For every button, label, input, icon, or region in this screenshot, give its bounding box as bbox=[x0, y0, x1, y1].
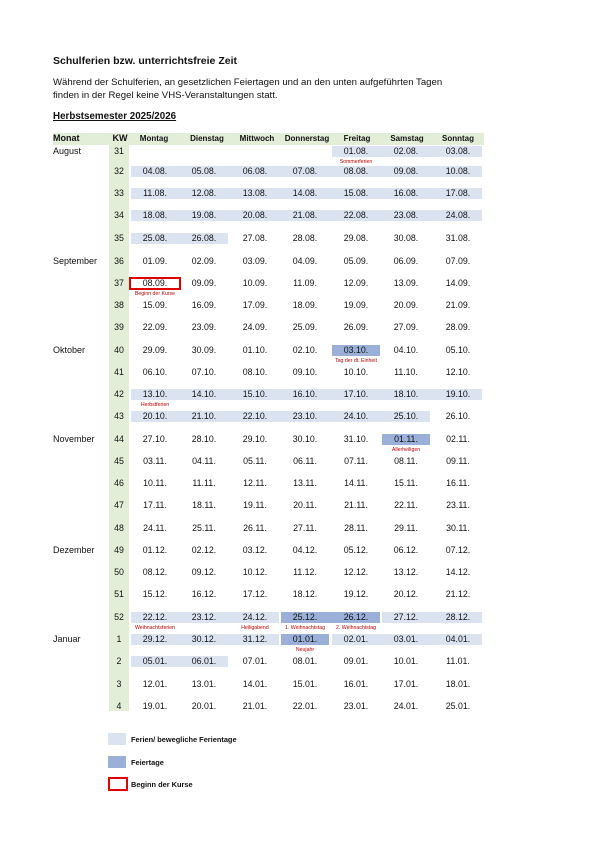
date-cell: 22.10. bbox=[242, 411, 268, 421]
date-cell: 02.12. bbox=[191, 545, 217, 555]
date-cell: 17.10. bbox=[343, 389, 369, 399]
kw-number: 36 bbox=[114, 256, 124, 266]
date-cell: 07.08. bbox=[292, 166, 318, 176]
date-cell: 24.09. bbox=[242, 322, 268, 332]
date-cell: 23.09. bbox=[191, 322, 217, 332]
date-cell: 26.08. bbox=[191, 233, 217, 243]
date-cell: 09.12. bbox=[191, 567, 217, 577]
day-annotation: Sommerferien bbox=[339, 159, 373, 165]
day-annotation: Neujahr bbox=[295, 647, 315, 653]
header-day: Mittwoch bbox=[239, 134, 275, 143]
date-cell: 21.11. bbox=[344, 500, 368, 510]
date-cell: 16.01. bbox=[343, 679, 369, 689]
course-start-date: 08.09. bbox=[130, 278, 180, 289]
date-cell: 12.01. bbox=[142, 679, 168, 689]
date-cell: 31.12. bbox=[242, 634, 268, 644]
date-cell: 14.12. bbox=[445, 567, 471, 577]
date-cell: 19.09. bbox=[343, 300, 369, 310]
date-cell: 15.11. bbox=[394, 478, 418, 488]
kw-number: 44 bbox=[114, 434, 124, 444]
date-cell: 02.11. bbox=[446, 434, 470, 444]
day-annotation: Heiligabend bbox=[241, 625, 269, 631]
date-cell: 05.12. bbox=[343, 545, 369, 555]
kw-number: 3 bbox=[116, 679, 122, 689]
date-cell: 21.01. bbox=[242, 701, 268, 711]
kw-number: 40 bbox=[114, 345, 124, 355]
date-cell: 29.10. bbox=[242, 434, 268, 444]
date-cell: 08.12. bbox=[142, 567, 168, 577]
date-cell: 12.10. bbox=[445, 367, 471, 377]
date-cell: 02.01. bbox=[343, 634, 369, 644]
date-cell: 14.01. bbox=[242, 679, 268, 689]
date-cell: 14.09. bbox=[445, 278, 471, 288]
date-cell: 10.10. bbox=[343, 367, 369, 377]
date-cell: 13.01. bbox=[191, 679, 217, 689]
kw-number: 33 bbox=[114, 188, 124, 198]
day-annotation: 2. Weihnachtstag bbox=[336, 625, 376, 631]
header-day: Sonntag bbox=[442, 134, 474, 143]
kw-number: 47 bbox=[114, 500, 124, 510]
date-cell: 01.08. bbox=[343, 146, 369, 156]
date-cell: 20.11. bbox=[293, 500, 317, 510]
date-cell: 28.09. bbox=[445, 322, 471, 332]
month-label: Januar bbox=[53, 634, 81, 644]
date-cell: 30.11. bbox=[446, 523, 470, 533]
date-cell: 01.09. bbox=[142, 256, 168, 266]
date-cell: 13.09. bbox=[393, 278, 419, 288]
page-title: Schulferien bzw. unterrichtsfreie Zeit bbox=[53, 55, 237, 67]
date-cell: 26.12. bbox=[343, 612, 369, 622]
date-cell: 15.01. bbox=[292, 679, 318, 689]
date-cell: 25.12. bbox=[292, 612, 318, 622]
date-cell: 24.01. bbox=[393, 701, 419, 711]
legend-swatch-ferien bbox=[108, 733, 126, 745]
date-cell: 03.12. bbox=[242, 545, 268, 555]
date-cell: 17.08. bbox=[445, 188, 471, 198]
date-cell: 10.01. bbox=[393, 656, 419, 666]
kw-number: 41 bbox=[114, 367, 124, 377]
date-cell: 27.10. bbox=[142, 434, 168, 444]
date-cell: 09.10. bbox=[292, 367, 318, 377]
legend-label: Feiertage bbox=[131, 758, 164, 767]
kw-number: 42 bbox=[114, 389, 124, 399]
date-cell: 29.09. bbox=[142, 345, 168, 355]
date-cell: 12.08. bbox=[191, 188, 217, 198]
date-cell: 08.08. bbox=[343, 166, 369, 176]
date-cell: 15.09. bbox=[142, 300, 168, 310]
date-cell: 02.08. bbox=[393, 146, 419, 156]
date-cell: 09.09. bbox=[191, 278, 217, 288]
date-cell: 07.10. bbox=[191, 367, 217, 377]
date-cell: 03.09. bbox=[242, 256, 268, 266]
date-cell: 08.01. bbox=[292, 656, 318, 666]
day-annotation: Herbstferien bbox=[140, 402, 170, 408]
date-cell: 17.12. bbox=[242, 589, 268, 599]
date-cell: 22.11. bbox=[394, 500, 418, 510]
date-cell: 04.12. bbox=[292, 545, 318, 555]
kw-number: 52 bbox=[114, 612, 124, 622]
date-cell: 28.11. bbox=[344, 523, 368, 533]
date-cell: 17.11. bbox=[143, 500, 167, 510]
date-cell: 21.12. bbox=[445, 589, 471, 599]
date-cell: 30.10. bbox=[292, 434, 318, 444]
date-cell: 20.01. bbox=[191, 701, 217, 711]
date-cell: 22.01. bbox=[292, 701, 318, 711]
kw-number: 31 bbox=[114, 146, 124, 156]
intro-line: finden in der Regel keine VHS-Veranstaltungen statt. bbox=[53, 90, 278, 101]
header-kw: KW bbox=[112, 133, 128, 143]
date-cell: 08.10. bbox=[242, 367, 268, 377]
date-cell: 11.08. bbox=[143, 188, 167, 198]
semester-heading: Herbstsemester 2025/2026 bbox=[53, 111, 177, 122]
date-cell: 28.08. bbox=[292, 233, 318, 243]
date-cell: 13.10. bbox=[142, 389, 168, 399]
date-cell: 28.12. bbox=[445, 612, 471, 622]
kw-number: 50 bbox=[114, 567, 124, 577]
legend-label: Ferien/ bewegliche Ferientage bbox=[131, 735, 237, 744]
date-cell: 08.11. bbox=[394, 456, 418, 466]
date-cell: 10.11. bbox=[143, 478, 167, 488]
date-cell: 30.09. bbox=[191, 345, 217, 355]
date-cell: 04.10. bbox=[393, 345, 419, 355]
date-cell: 16.08. bbox=[393, 188, 419, 198]
legend-swatch-kursbeginn bbox=[108, 777, 128, 791]
legend-label: Beginn der Kurse bbox=[131, 780, 193, 789]
date-cell: 12.09. bbox=[343, 278, 369, 288]
header-day: Dienstag bbox=[190, 134, 224, 143]
date-cell: 29.12. bbox=[142, 634, 168, 644]
header-day: Freitag bbox=[343, 134, 371, 143]
kw-number: 51 bbox=[114, 589, 124, 599]
date-cell: 21.10. bbox=[191, 411, 217, 421]
month-label: November bbox=[53, 434, 95, 444]
date-cell: 16.10. bbox=[292, 389, 318, 399]
date-cell: 09.08. bbox=[393, 166, 419, 176]
date-cell: 11.09. bbox=[293, 278, 317, 288]
header-day: Samstag bbox=[390, 134, 424, 143]
date-cell: 05.10. bbox=[445, 345, 471, 355]
date-cell: 06.01. bbox=[191, 656, 217, 666]
date-cell: 13.11. bbox=[293, 478, 317, 488]
date-cell: 17.09. bbox=[242, 300, 268, 310]
header-day: Montag bbox=[139, 134, 169, 143]
date-cell: 18.01. bbox=[445, 679, 471, 689]
date-cell: 31.10. bbox=[343, 434, 369, 444]
date-cell: 11.11. bbox=[192, 478, 216, 488]
date-cell: 09.11. bbox=[446, 456, 470, 466]
date-cell: 14.11. bbox=[344, 478, 368, 488]
date-cell: 20.09. bbox=[393, 300, 419, 310]
kw-number: 49 bbox=[114, 545, 124, 555]
kw-number: 46 bbox=[114, 478, 124, 488]
date-cell: 11.10. bbox=[394, 367, 418, 377]
date-cell: 04.09. bbox=[292, 256, 318, 266]
date-cell: 18.10. bbox=[393, 389, 419, 399]
date-cell: 23.01. bbox=[343, 701, 369, 711]
date-cell: 06.12. bbox=[393, 545, 419, 555]
intro-text bbox=[53, 76, 493, 102]
day-annotation: Tag der dt. Einheit bbox=[335, 358, 377, 364]
date-cell: 23.10. bbox=[292, 411, 318, 421]
kw-number: 32 bbox=[114, 166, 124, 176]
date-cell: 28.10. bbox=[191, 434, 217, 444]
date-cell: 04.11. bbox=[192, 456, 216, 466]
date-cell: 21.08. bbox=[292, 210, 318, 220]
date-cell: 06.10. bbox=[142, 367, 168, 377]
date-cell: 25.10. bbox=[393, 411, 419, 421]
date-cell: 10.09. bbox=[242, 278, 268, 288]
date-cell: 07.01. bbox=[242, 656, 268, 666]
date-cell: 03.11. bbox=[143, 456, 167, 466]
date-cell: 24.08. bbox=[445, 210, 471, 220]
date-cell: 02.09. bbox=[191, 256, 217, 266]
date-cell: 29.11. bbox=[394, 523, 418, 533]
date-cell: 19.10. bbox=[445, 389, 471, 399]
header-month-label: Monat bbox=[53, 133, 80, 143]
intro-line: Während der Schulferien, an gesetzlichen Feiertagen und an den unten aufgeführten Tagen bbox=[53, 77, 443, 88]
date-cell: 13.12. bbox=[393, 567, 419, 577]
date-cell: 30.08. bbox=[393, 233, 419, 243]
date-cell: 24.11. bbox=[143, 523, 167, 533]
date-cell: 27.11. bbox=[293, 523, 317, 533]
date-cell: 31.08. bbox=[445, 233, 471, 243]
kw-number: 43 bbox=[114, 411, 124, 421]
kw-number: 48 bbox=[114, 523, 124, 533]
header-month bbox=[53, 133, 109, 145]
header-row bbox=[109, 133, 484, 145]
date-cell: 23.12. bbox=[191, 612, 217, 622]
date-cell: 20.10. bbox=[142, 411, 168, 421]
kw-number: 45 bbox=[114, 456, 124, 466]
date-cell: 26.11. bbox=[243, 523, 267, 533]
date-cell: 04.08. bbox=[142, 166, 168, 176]
date-cell: 11.12. bbox=[293, 567, 317, 577]
date-cell: 18.08. bbox=[142, 210, 168, 220]
month-label: September bbox=[53, 256, 98, 266]
date-cell: 07.09. bbox=[445, 256, 471, 266]
date-cell: 17.01. bbox=[393, 679, 419, 689]
date-cell: 24.12. bbox=[242, 612, 268, 622]
kw-number: 2 bbox=[116, 656, 122, 666]
day-annotation: Beginn der Kurse bbox=[134, 291, 176, 297]
kw-number: 4 bbox=[116, 701, 122, 711]
date-cell: 10.08. bbox=[445, 166, 471, 176]
date-cell: 23.11. bbox=[446, 500, 470, 510]
date-cell: 15.10. bbox=[242, 389, 268, 399]
date-cell: 05.01. bbox=[142, 656, 168, 666]
date-cell: 29.08. bbox=[343, 233, 369, 243]
date-cell: 07.11. bbox=[344, 456, 368, 466]
date-cell: 26.10. bbox=[445, 411, 471, 421]
legend-swatch-feiertage bbox=[108, 756, 126, 768]
day-annotation: Allerheiligen bbox=[391, 447, 421, 453]
date-cell: 04.01. bbox=[445, 634, 471, 644]
date-cell: 23.08. bbox=[393, 210, 419, 220]
date-cell: 27.08. bbox=[242, 233, 268, 243]
date-cell: 16.09. bbox=[191, 300, 217, 310]
month-label: Oktober bbox=[53, 345, 86, 355]
date-cell: 10.12. bbox=[242, 567, 268, 577]
date-cell: 05.08. bbox=[191, 166, 217, 176]
date-cell: 16.12. bbox=[191, 589, 217, 599]
day-annotation: Weihnachtsferien bbox=[135, 625, 175, 631]
date-cell: 03.08. bbox=[445, 146, 471, 156]
date-cell: 30.12. bbox=[191, 634, 217, 644]
kw-number: 39 bbox=[114, 322, 124, 332]
date-cell: 27.12. bbox=[393, 612, 419, 622]
date-cell: 12.11. bbox=[243, 478, 267, 488]
date-cell: 15.08. bbox=[343, 188, 369, 198]
date-cell: 13.08. bbox=[242, 188, 268, 198]
date-cell: 15.12. bbox=[142, 589, 168, 599]
date-cell: 03.10. bbox=[343, 345, 369, 355]
date-cell: 19.11. bbox=[243, 500, 267, 510]
date-cell: 06.09. bbox=[393, 256, 419, 266]
date-cell: 01.10. bbox=[242, 345, 268, 355]
date-cell: 05.11. bbox=[243, 456, 267, 466]
date-cell: 22.12. bbox=[142, 612, 168, 622]
date-cell: 09.01. bbox=[343, 656, 369, 666]
date-cell: 27.09. bbox=[393, 322, 419, 332]
date-cell: 25.11. bbox=[192, 523, 216, 533]
date-cell: 12.12. bbox=[343, 567, 369, 577]
date-cell: 25.08. bbox=[142, 233, 168, 243]
kw-number: 34 bbox=[114, 210, 124, 220]
kw-number: 37 bbox=[114, 278, 124, 288]
day-annotation: 1. Weihnachtstag bbox=[285, 625, 325, 631]
date-cell: 07.12. bbox=[445, 545, 471, 555]
month-label: Dezember bbox=[53, 545, 95, 555]
date-cell: 26.09. bbox=[343, 322, 369, 332]
date-cell: 25.09. bbox=[292, 322, 318, 332]
date-cell: 22.09. bbox=[142, 322, 168, 332]
date-cell: 16.11. bbox=[446, 478, 470, 488]
date-cell: 01.11. bbox=[394, 434, 418, 444]
date-cell: 20.08. bbox=[242, 210, 268, 220]
header-day: Donnerstag bbox=[284, 134, 330, 143]
date-cell: 19.01. bbox=[142, 701, 168, 711]
date-cell: 20.12. bbox=[393, 589, 419, 599]
kw-number: 38 bbox=[114, 300, 124, 310]
date-cell: 06.11. bbox=[293, 456, 317, 466]
date-cell: 18.11. bbox=[192, 500, 216, 510]
date-cell: 18.12. bbox=[292, 589, 318, 599]
date-cell: 02.10. bbox=[292, 345, 318, 355]
date-cell: 14.10. bbox=[191, 389, 217, 399]
date-cell: 22.08. bbox=[343, 210, 369, 220]
date-cell: 06.08. bbox=[242, 166, 268, 176]
date-cell: 05.09. bbox=[343, 256, 369, 266]
kw-number: 35 bbox=[114, 233, 124, 243]
date-cell: 03.01. bbox=[393, 634, 419, 644]
date-cell: 21.09. bbox=[445, 300, 471, 310]
date-cell: 18.09. bbox=[292, 300, 318, 310]
kw-number: 1 bbox=[116, 634, 122, 644]
date-cell: 24.10. bbox=[343, 411, 369, 421]
date-cell: 19.12. bbox=[343, 589, 369, 599]
date-cell: 01.12. bbox=[142, 545, 168, 555]
date-cell: 25.01. bbox=[445, 701, 471, 711]
month-label: August bbox=[53, 146, 82, 156]
date-cell: 11.01. bbox=[446, 656, 470, 666]
date-cell: 14.08. bbox=[292, 188, 318, 198]
date-cell: 01.01. bbox=[292, 634, 318, 644]
date-cell: 19.08. bbox=[191, 210, 217, 220]
